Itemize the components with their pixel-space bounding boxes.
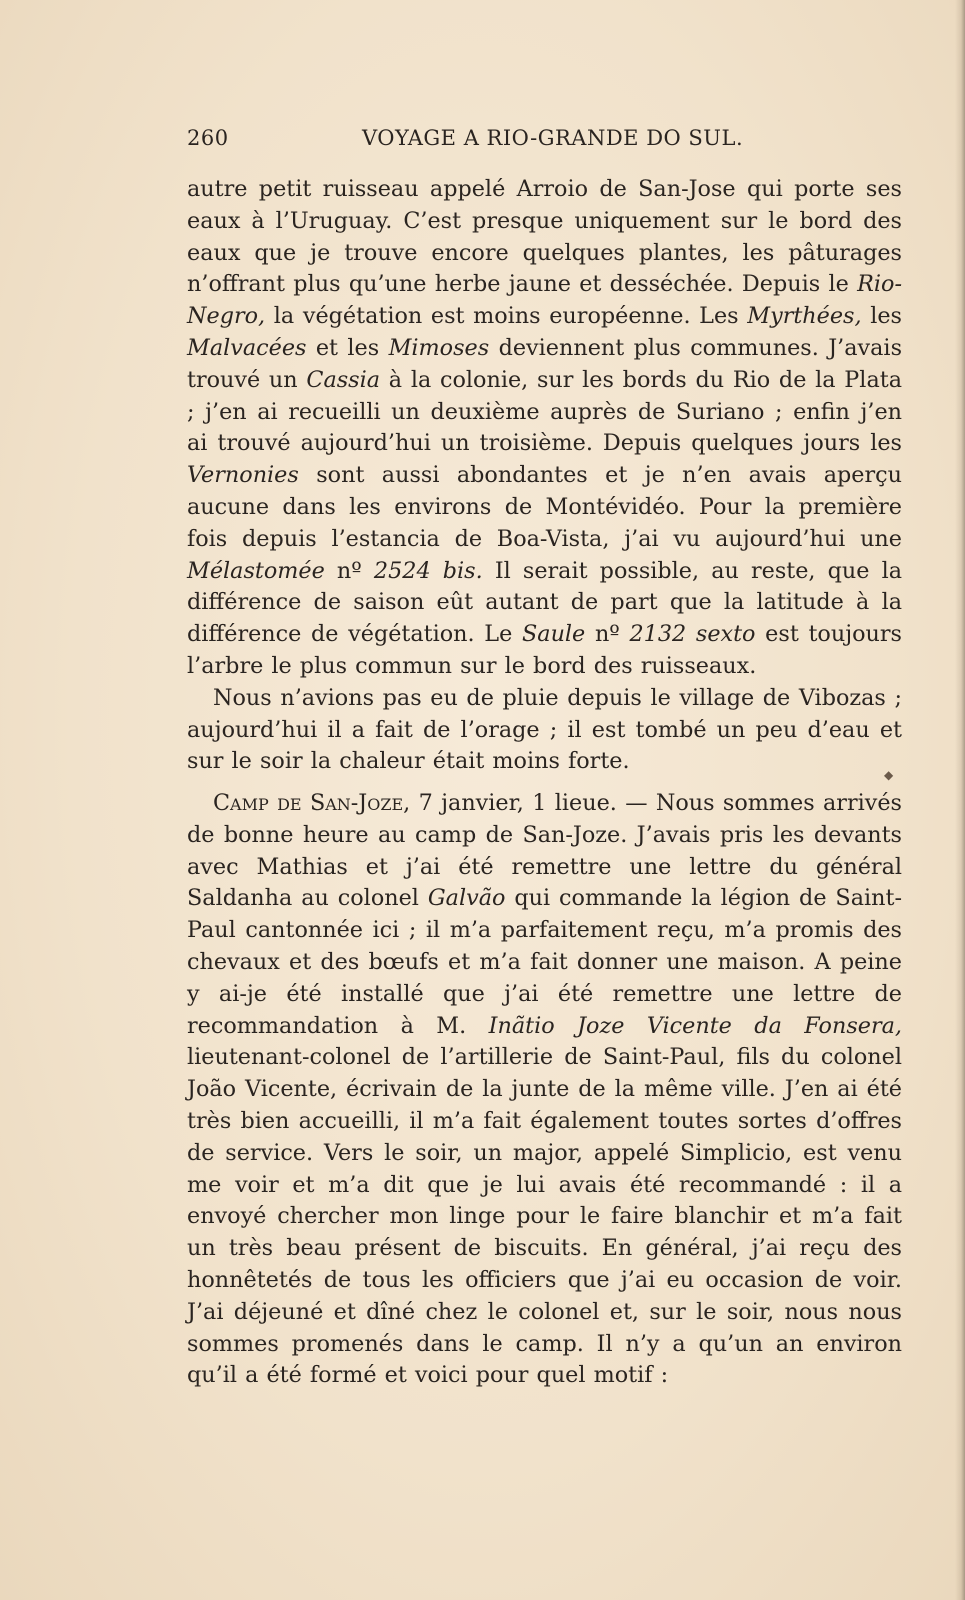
page-number: 260: [187, 126, 229, 150]
page-header: [187, 126, 744, 156]
running-title: VOYAGE A RIO-GRANDE DO SUL.: [362, 126, 744, 150]
text-block-1: [187, 174, 902, 778]
paragraph-weather: Nous n’avions pas eu de pluie depuis le village de Vibozas ; aujourd’hui il a fait de l’orage ; il est tombé un peu d’eau et sur le soir la chaleur était moins forte.: [187, 684, 902, 775]
text-block-2: [187, 788, 902, 1392]
paragraph-vegetation: autre petit ruisseau appelé Arroio de San-Jose qui porte ses eaux à l’Uruguay. C’est presque uniquement sur le bord des eaux que je trouve encore quelques plantes, les pâturages n’offrant plus qu’une herbe jaune et desséchée. Depuis le Rio-Negro, la végétation est moins européenne. Les Myrthées, les Malvacées et les Mimoses deviennent plus communes. J’avais trouvé un Cassia à la colonie, sur les bords du Rio de la Plata ; j’en ai recueilli un deuxième auprès de Suriano ; enfin j’en ai trouvé aujourd’hui un troisième. Depuis quelques jours les Vernonies sont aussi abondantes et je n’en avais aperçu aucune dans les environs de Montévidéo. Pour la première fois depuis l’estancia de Boa-Vista, j’ai vu aujourd’hui une Mélastomée nº 2524 bis. Il serait possible, au reste, que la différence de saison eût autant de part que la latitude à la différence de végétation. Le Saule nº 2132 sexto est toujours l’arbre le plus commun sur le bord des ruisseaux.: [187, 176, 903, 679]
paragraph-camp-san-joze: Camp de San-Joze, 7 janvier, 1 lieue. — Nous sommes arrivés de bonne heure au camp de San-Joze. J’avais pris les devants avec Mathias et j’ai été remettre une lettre du général Saldanha au colonel Galvão qui commande la légion de Saint-Paul cantonnée ici ; il m’a parfaitement reçu, m’a promis des chevaux et des bœufs et m’a fait donner une maison. A peine y ai-je été installé que j’ai été remettre une lettre de recommandation à M. Inãtio Joze Vicente da Fonsera, lieutenant-colonel de l’artillerie de Saint-Paul, fils du colonel João Vicente, écrivain de la junte de la même ville. J’en ai été très bien accueilli, il m’a fait également toutes sortes d’offres de service. Vers le soir, un major, appelé Simplicio, est venu me voir et m’a dit que je lui avais été recommandé : il a envoyé chercher mon linge pour le faire blanchir et m’a fait un très beau présent de biscuits. En général, j’ai reçu des honnêtetés de tous les officiers que j’ai eu occasion de voir. J’ai déjeuné et dîné chez le colonel et, sur le soir, nous nous sommes promenés dans le camp. Il n’y a qu’un an environ qu’il a été formé et voici pour quel motif :: [187, 790, 903, 1389]
entry-heading: Camp de San-Joze,: [213, 790, 411, 816]
page-edge-shadow: [955, 0, 965, 1600]
print-mark: ◆: [884, 768, 894, 782]
